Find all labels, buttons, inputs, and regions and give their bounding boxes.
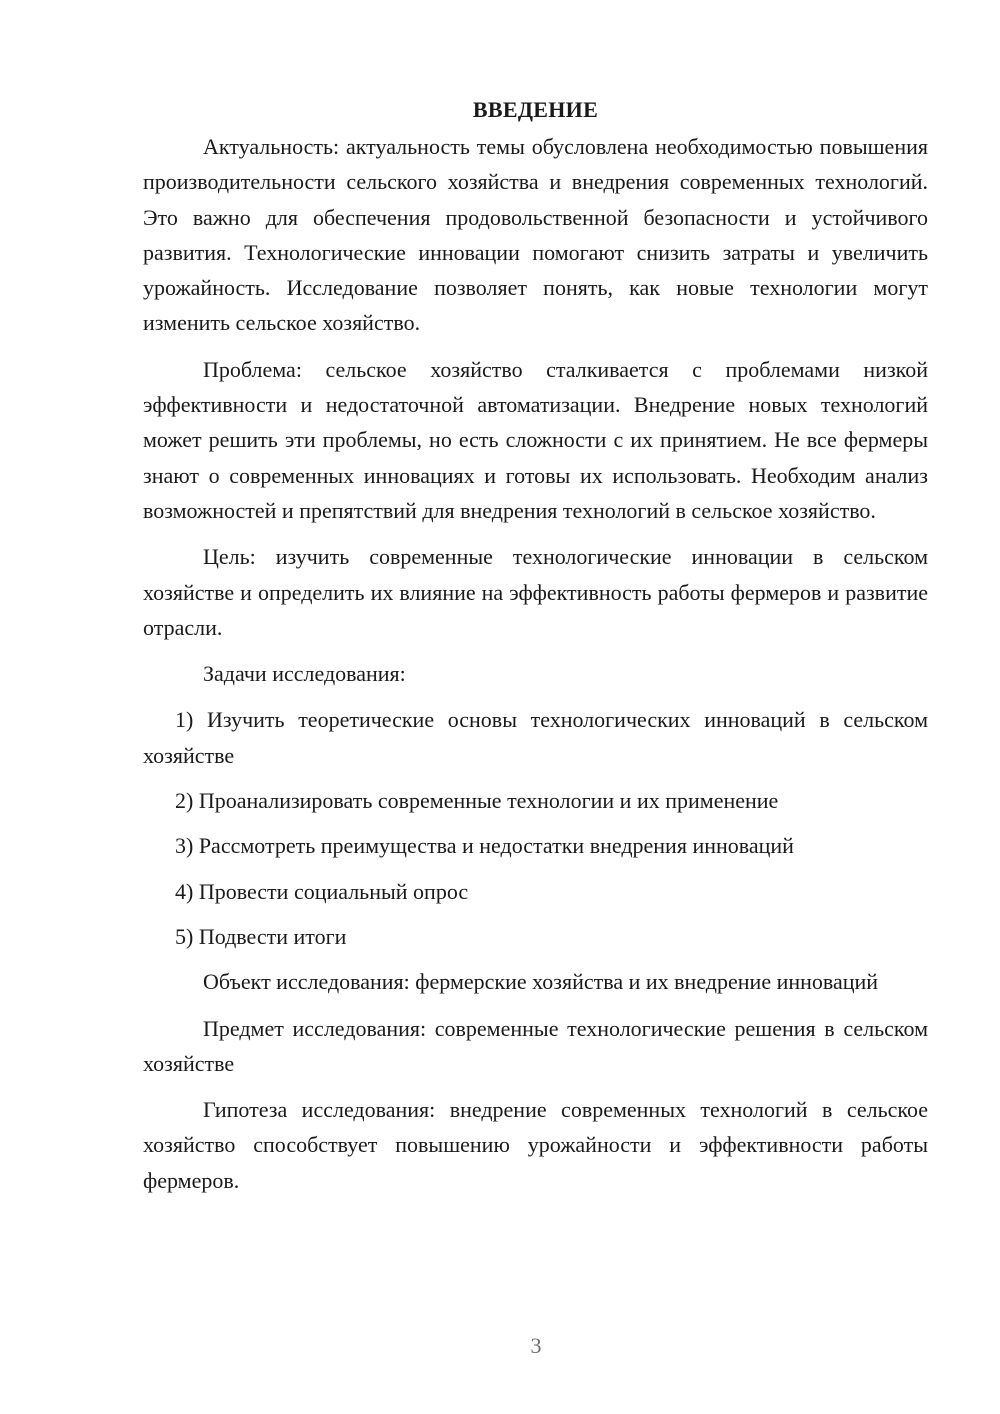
page-number: 3 — [530, 1333, 542, 1358]
tasks-heading: Задачи исследования: — [203, 661, 406, 687]
section-title: ВВЕДЕНИЕ — [472, 97, 599, 122]
object-paragraph: Объект исследования: фермерские хозяйства и их внедрение инноваций — [203, 969, 879, 995]
problem-paragraph: Проблема: сельское хозяйство сталкивается с проблемами низкой эффективности и недостаточной автоматизации. Внедрение новых технологий может решить эти проблемы, но есть сложности с их принятием. Не все фермеры знают о современных инновациях и готовы их использовать. Необходим анализ возможностей и препятствий для внедрения технологий в сельское хозяйство. — [143, 356, 928, 523]
relevance-paragraph: Актуальность: актуальность темы обусловлена необходимостью повышения производительности сельского хозяйства и внедрения современных технологий. Это важно для обеспечения продовольственной безопасности и устойчивого развития. Технологические инновации помогают снизить затраты и увеличить урожайность. Исследование позволяет понять, как новые технологии могут изменить сельское хозяйство. — [143, 134, 928, 336]
task-item-3: 3) Рассмотреть преимущества и недостатки внедрения инноваций — [175, 833, 794, 859]
task-item-4: 4) Провести социальный опрос — [175, 878, 469, 904]
task-item-5: 5) Подвести итоги — [175, 923, 347, 949]
goal-paragraph: Цель: изучить современные технологические инновации в сельском хозяйстве и определить их влияние на эффективность работы фермеров и развитие отрасли. — [143, 544, 928, 640]
hypothesis-paragraph: Гипотеза исследования: внедрение современных технологий в сельское хозяйство способствует повышению урожайности и эффективности работы фермеров. — [143, 1097, 928, 1193]
task-item-1: 1) Изучить теоретические основы технологических инноваций в сельском хозяйстве — [143, 707, 928, 768]
document-page — [143, 92, 928, 1209]
task-item-2: 2) Проанализировать современные технологии и их применение — [175, 788, 779, 814]
subject-paragraph: Предмет исследования: современные технологические решения в сельском хозяйстве — [143, 1015, 928, 1076]
tasks-list — [143, 702, 928, 954]
